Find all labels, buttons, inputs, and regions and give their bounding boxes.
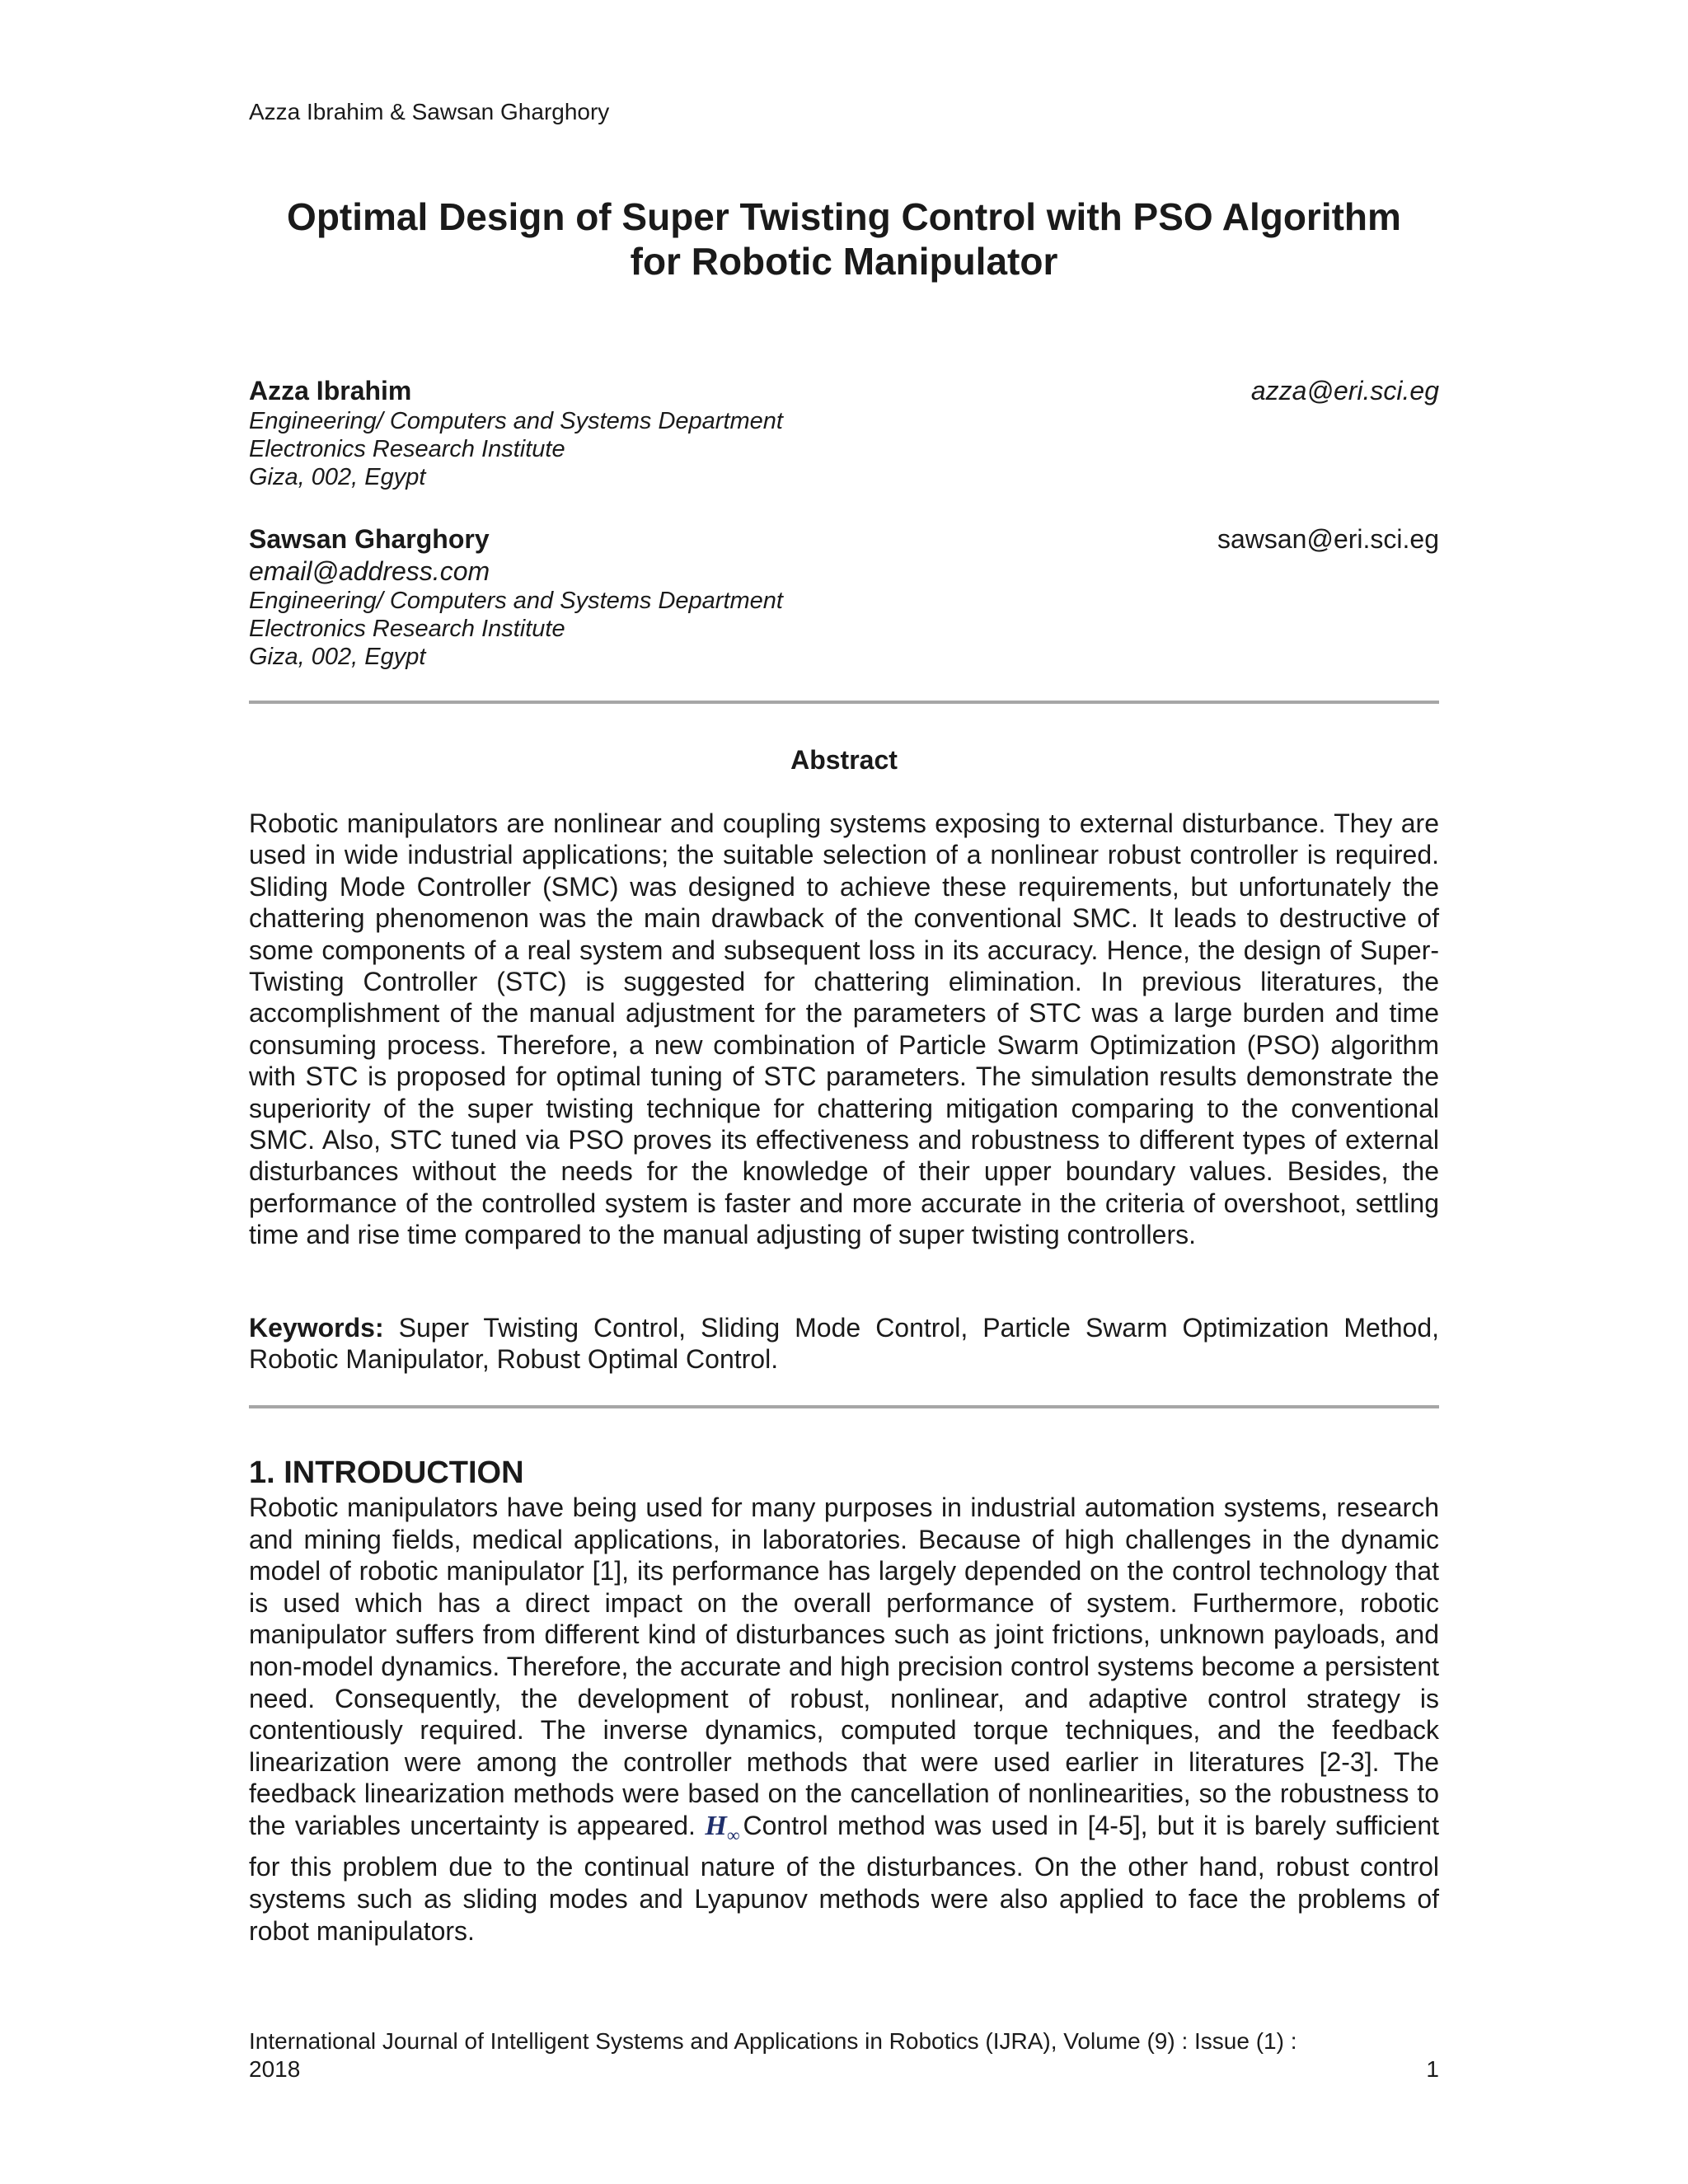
author-email[interactable]: azza@eri.sci.eg xyxy=(1250,376,1439,405)
keywords-text: Super Twisting Control, Sliding Mode Control, Particle Swarm Optimization Method, Robotic Manipulator, Robust Optimal Control. xyxy=(249,1313,1439,1375)
abstract-body: Robotic manipulators are nonlinear and coupling systems exposing to external disturbance. They are used in wide industrial applications; the suitable selection of a nonlinear robust controller is required. Sliding Mode Controller (SMC) was designed to achieve these requirements, but unfortunately the chattering phenomenon was the main drawback of the conventional SMC. It leads to destructive of some components of a real system and subsequent loss in its accuracy. Hence, the design of Super-Twisting Controller (STC) is suggested for chattering elimination. In previous literatures, the accomplishment of the manual adjustment for the parameters of STC was a large burden and time consuming process. Therefore, a new combination of Particle Swarm Optimization (PSO) algorithm with STC is proposed for optimal tuning of STC parameters. The simulation results demonstrate the superiority of the super twisting technique for chattering mitigation comparing to the conventional SMC. Also, STC tuned via PSO proves its effectiveness and robustness to different types of external disturbances without the needs for the knowledge of their upper boundary values. Besides, the performance of the controlled system is faster and more accurate in the criteria of overshoot, settling time and rise time compared to the manual adjusting of super twisting controllers. xyxy=(249,808,1439,1250)
introduction-text-part-2: Control method was used in [4-5], but it is barely sufficient for this problem due to the continual nature of the disturbances. On the other hand, robust control systems such as sliding modes and Lyapunov methods were also applied to face the problems of robot manipulators. xyxy=(249,1810,1440,1946)
author-placeholder-email[interactable]: email@address.com xyxy=(249,556,490,586)
running-header: Azza Ibrahim & Sawsan Gharghory xyxy=(249,99,610,124)
keywords-label: Keywords: xyxy=(249,1313,384,1343)
author-institute: Electronics Research Institute xyxy=(249,616,565,642)
paper-page xyxy=(249,0,1439,2184)
author-email[interactable]: sawsan@eri.sci.eg xyxy=(1217,524,1439,554)
section-heading-introduction: 1. INTRODUCTION xyxy=(249,1455,524,1490)
divider-bottom xyxy=(249,1405,1439,1408)
author-department: Engineering/ Computers and Systems Department xyxy=(249,408,783,434)
author-location: Giza, 002, Egypt xyxy=(249,644,426,670)
title-line-1: Optimal Design of Super Twisting Control with PSO Algorithm xyxy=(287,195,1401,238)
author-block-2 xyxy=(249,523,1439,671)
paper-title xyxy=(249,194,1439,284)
footer-journal: International Journal of Intelligent Systems and Applications in Robotics (IJRA), Volume (9) : Issue (1) : xyxy=(249,2028,1297,2054)
author-location: Giza, 002, Egypt xyxy=(249,464,426,490)
introduction-text-part-1: Robotic manipulators have being used for many purposes in industrial automation systems, research and mining fields, medical applications, in laboratories. Because of high challenges in the dynamic model of robotic manipulator [1], its performance has largely depended on the control technology that is used which has a direct impact on the overall performance of system. Furthermore, robotic manipulator suffers from different kind of disturbances such as joint frictions, unknown payloads, and non-model dynamics. Therefore, the accurate and high precision control systems become a persistent need. Consequently, the development of robust, nonlinear, and adaptive control strategy is contentiously required. The inverse dynamics, computed torque techniques, and the feedback linearization were among the controller methods that were used earlier in literatures [2-3]. The feedback linearization methods were based on the cancellation of nonlinearities, so the robustness to the variables uncertainty is appeared. xyxy=(249,1493,1439,1840)
footer-year: 2018 xyxy=(249,2056,301,2082)
introduction-body xyxy=(249,1492,1439,1947)
title-line-2: for Robotic Manipulator xyxy=(630,240,1058,283)
author-block-1 xyxy=(249,374,1439,491)
author-name: Azza Ibrahim xyxy=(249,376,412,405)
author-department: Engineering/ Computers and Systems Department xyxy=(249,588,783,614)
keywords xyxy=(249,1312,1439,1376)
abstract-heading: Abstract xyxy=(790,745,898,775)
h-infinity-symbol: $H_\infty$ xyxy=(705,1810,740,1845)
divider-top xyxy=(249,701,1439,704)
author-name: Sawsan Gharghory xyxy=(249,524,490,554)
footer-page-number: 1 xyxy=(1426,2056,1439,2082)
page-footer xyxy=(249,2027,1439,2083)
author-institute: Electronics Research Institute xyxy=(249,436,565,462)
